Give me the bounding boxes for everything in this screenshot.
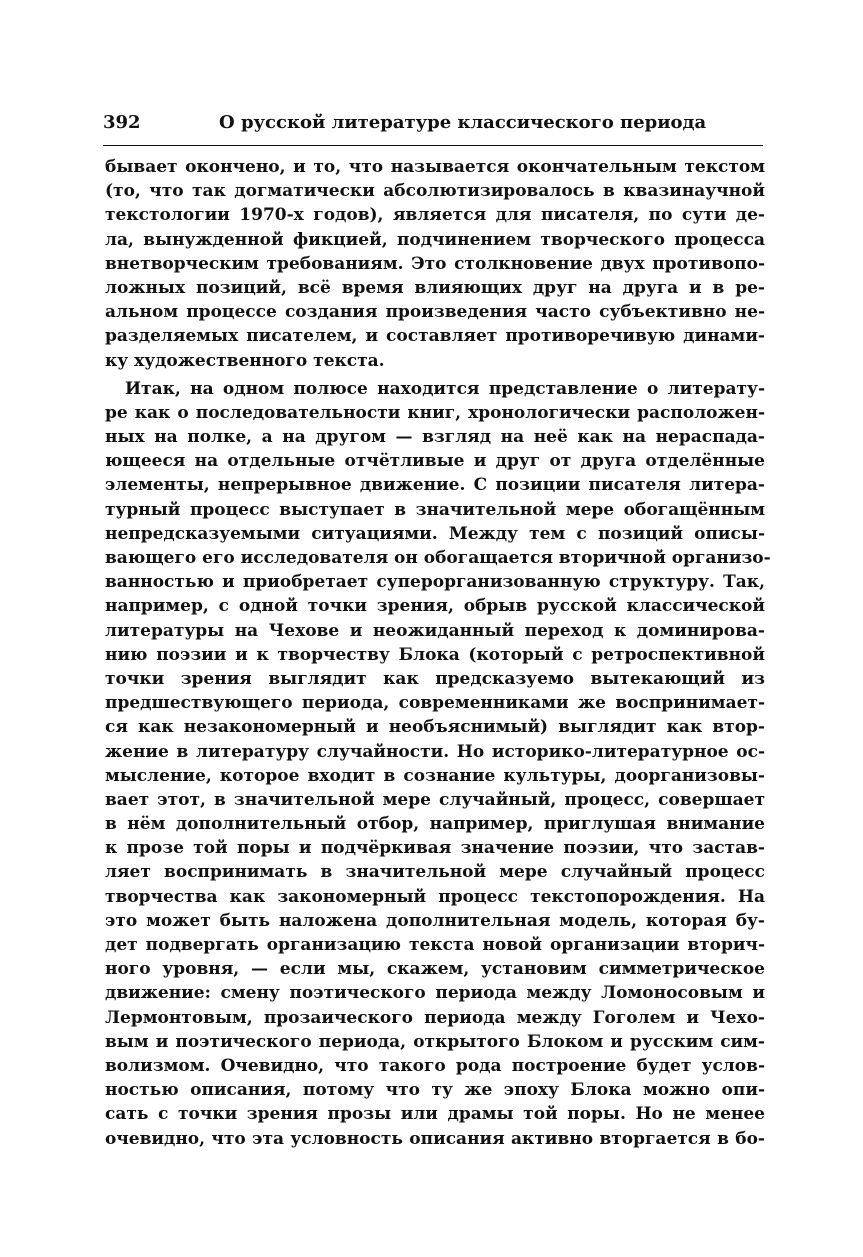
text-line: разделяемых писателем, и составляет противоречивую динами- bbox=[105, 326, 765, 347]
text-line: в нём дополнительный отбор, например, приглушая внимание bbox=[105, 814, 765, 835]
text-line: точки зрения выглядит как предсказуемо вытекающий из bbox=[105, 668, 765, 689]
text-line: ре как о последовательности книг, хронологически расположен- bbox=[105, 402, 765, 423]
paragraph bbox=[105, 155, 765, 373]
text-line: вым и поэтического периода, открытого Блоком и русским сим- bbox=[105, 1031, 765, 1052]
text-line: ванностью и приобретает суперорганизованную структуру. Так, bbox=[105, 572, 765, 593]
text-line: движение: смену поэтического периода между Ломоносовым и bbox=[105, 983, 765, 1004]
text-line: ностью описания, потому что ту же эпоху Блока можно опи- bbox=[105, 1080, 765, 1101]
text-line: альном процессе создания произведения часто субъективно не- bbox=[105, 302, 765, 323]
text-line: сать с точки зрения прозы или драмы той поры. Но не менее bbox=[105, 1104, 765, 1125]
text-line: ложных позиций, всё время влияющих друг на друга и в ре- bbox=[105, 277, 765, 298]
text-line: элементы, непрерывное движение. С позиции писателя литера- bbox=[105, 475, 765, 496]
text-line: вающего его исследователя он обогащается вторичной организо- bbox=[105, 548, 771, 568]
text-line: бывает окончено, и то, что называется окончательным текстом bbox=[105, 157, 765, 177]
text-line: волизмом. Очевидно, что такого рода построение будет услов- bbox=[105, 1055, 765, 1076]
text-line: нию поэзии и к творчеству Блока (который с ретроспективной bbox=[105, 644, 765, 665]
text-line: творчества как закономерный процесс текстопорождения. На bbox=[105, 886, 765, 907]
text-line: жение в литературу случайности. Но историко-литературное ос- bbox=[105, 741, 765, 762]
text-line: ляет воспринимать в значительной мере случайный процесс bbox=[105, 862, 765, 883]
text-line: ся как незакономерный и необъяснимый) выглядит как втор- bbox=[105, 717, 765, 738]
text-line: предшествующего периода, современниками же воспринимает- bbox=[105, 693, 765, 714]
text-line: Лермонтовым, прозаического периода между Гоголем и Чехо- bbox=[105, 1007, 765, 1028]
text-line: Итак, на одном полюсе находится представление о литерату- bbox=[125, 378, 765, 399]
text-line: ющееся на отдельные отчётливые и друг от друга отделённые bbox=[105, 451, 765, 472]
text-line: ных на полке, а на другом — взгляд на неё как на нераспада- bbox=[105, 427, 765, 448]
running-head bbox=[103, 108, 763, 138]
running-title: О русской литературе классического периода bbox=[219, 112, 707, 133]
text-line: текстологии 1970-х годов), является для писателя, по сути де- bbox=[105, 205, 765, 226]
page-number: 392 bbox=[103, 112, 141, 133]
text-line: например, с одной точки зрения, обрыв русской классической bbox=[105, 596, 765, 617]
text-line: ку художественного текста. bbox=[105, 350, 385, 371]
text-line: непредсказуемыми ситуациями. Между тем с позиций описы- bbox=[105, 523, 765, 544]
header-rule bbox=[103, 145, 763, 146]
body-text bbox=[105, 155, 771, 1151]
text-line: ного уровня, — если мы, скажем, установим симметрическое bbox=[105, 959, 765, 980]
text-line: очевидно, что эта условность описания активно вторгается в бо- bbox=[105, 1128, 765, 1149]
text-line: турный процесс выступает в значительной мере обогащённым bbox=[105, 499, 765, 520]
text-line: литературы на Чехове и неожиданный переход к доминирова- bbox=[105, 620, 765, 641]
text-line: это может быть наложена дополнительная модель, которая бу- bbox=[105, 910, 765, 931]
text-line: внетворческим требованиям. Это столкновение двух противопо- bbox=[105, 253, 765, 274]
text-line: ла, вынужденной фикцией, подчинением творческого процесса bbox=[105, 229, 765, 250]
text-line: к прозе той поры и подчёркивая значение поэзии, что застав- bbox=[105, 838, 765, 859]
text-line: (то, что так догматически абсолютизировалось в квазинаучной bbox=[105, 181, 765, 202]
text-line: мысление, которое входит в сознание культуры, доорганизовы- bbox=[105, 765, 765, 786]
paragraph bbox=[105, 377, 771, 1151]
text-line: дет подвергать организацию текста новой организации вторич- bbox=[105, 935, 765, 955]
text-line: вает этот, в значительной мере случайный, процесс, совершает bbox=[105, 789, 765, 810]
